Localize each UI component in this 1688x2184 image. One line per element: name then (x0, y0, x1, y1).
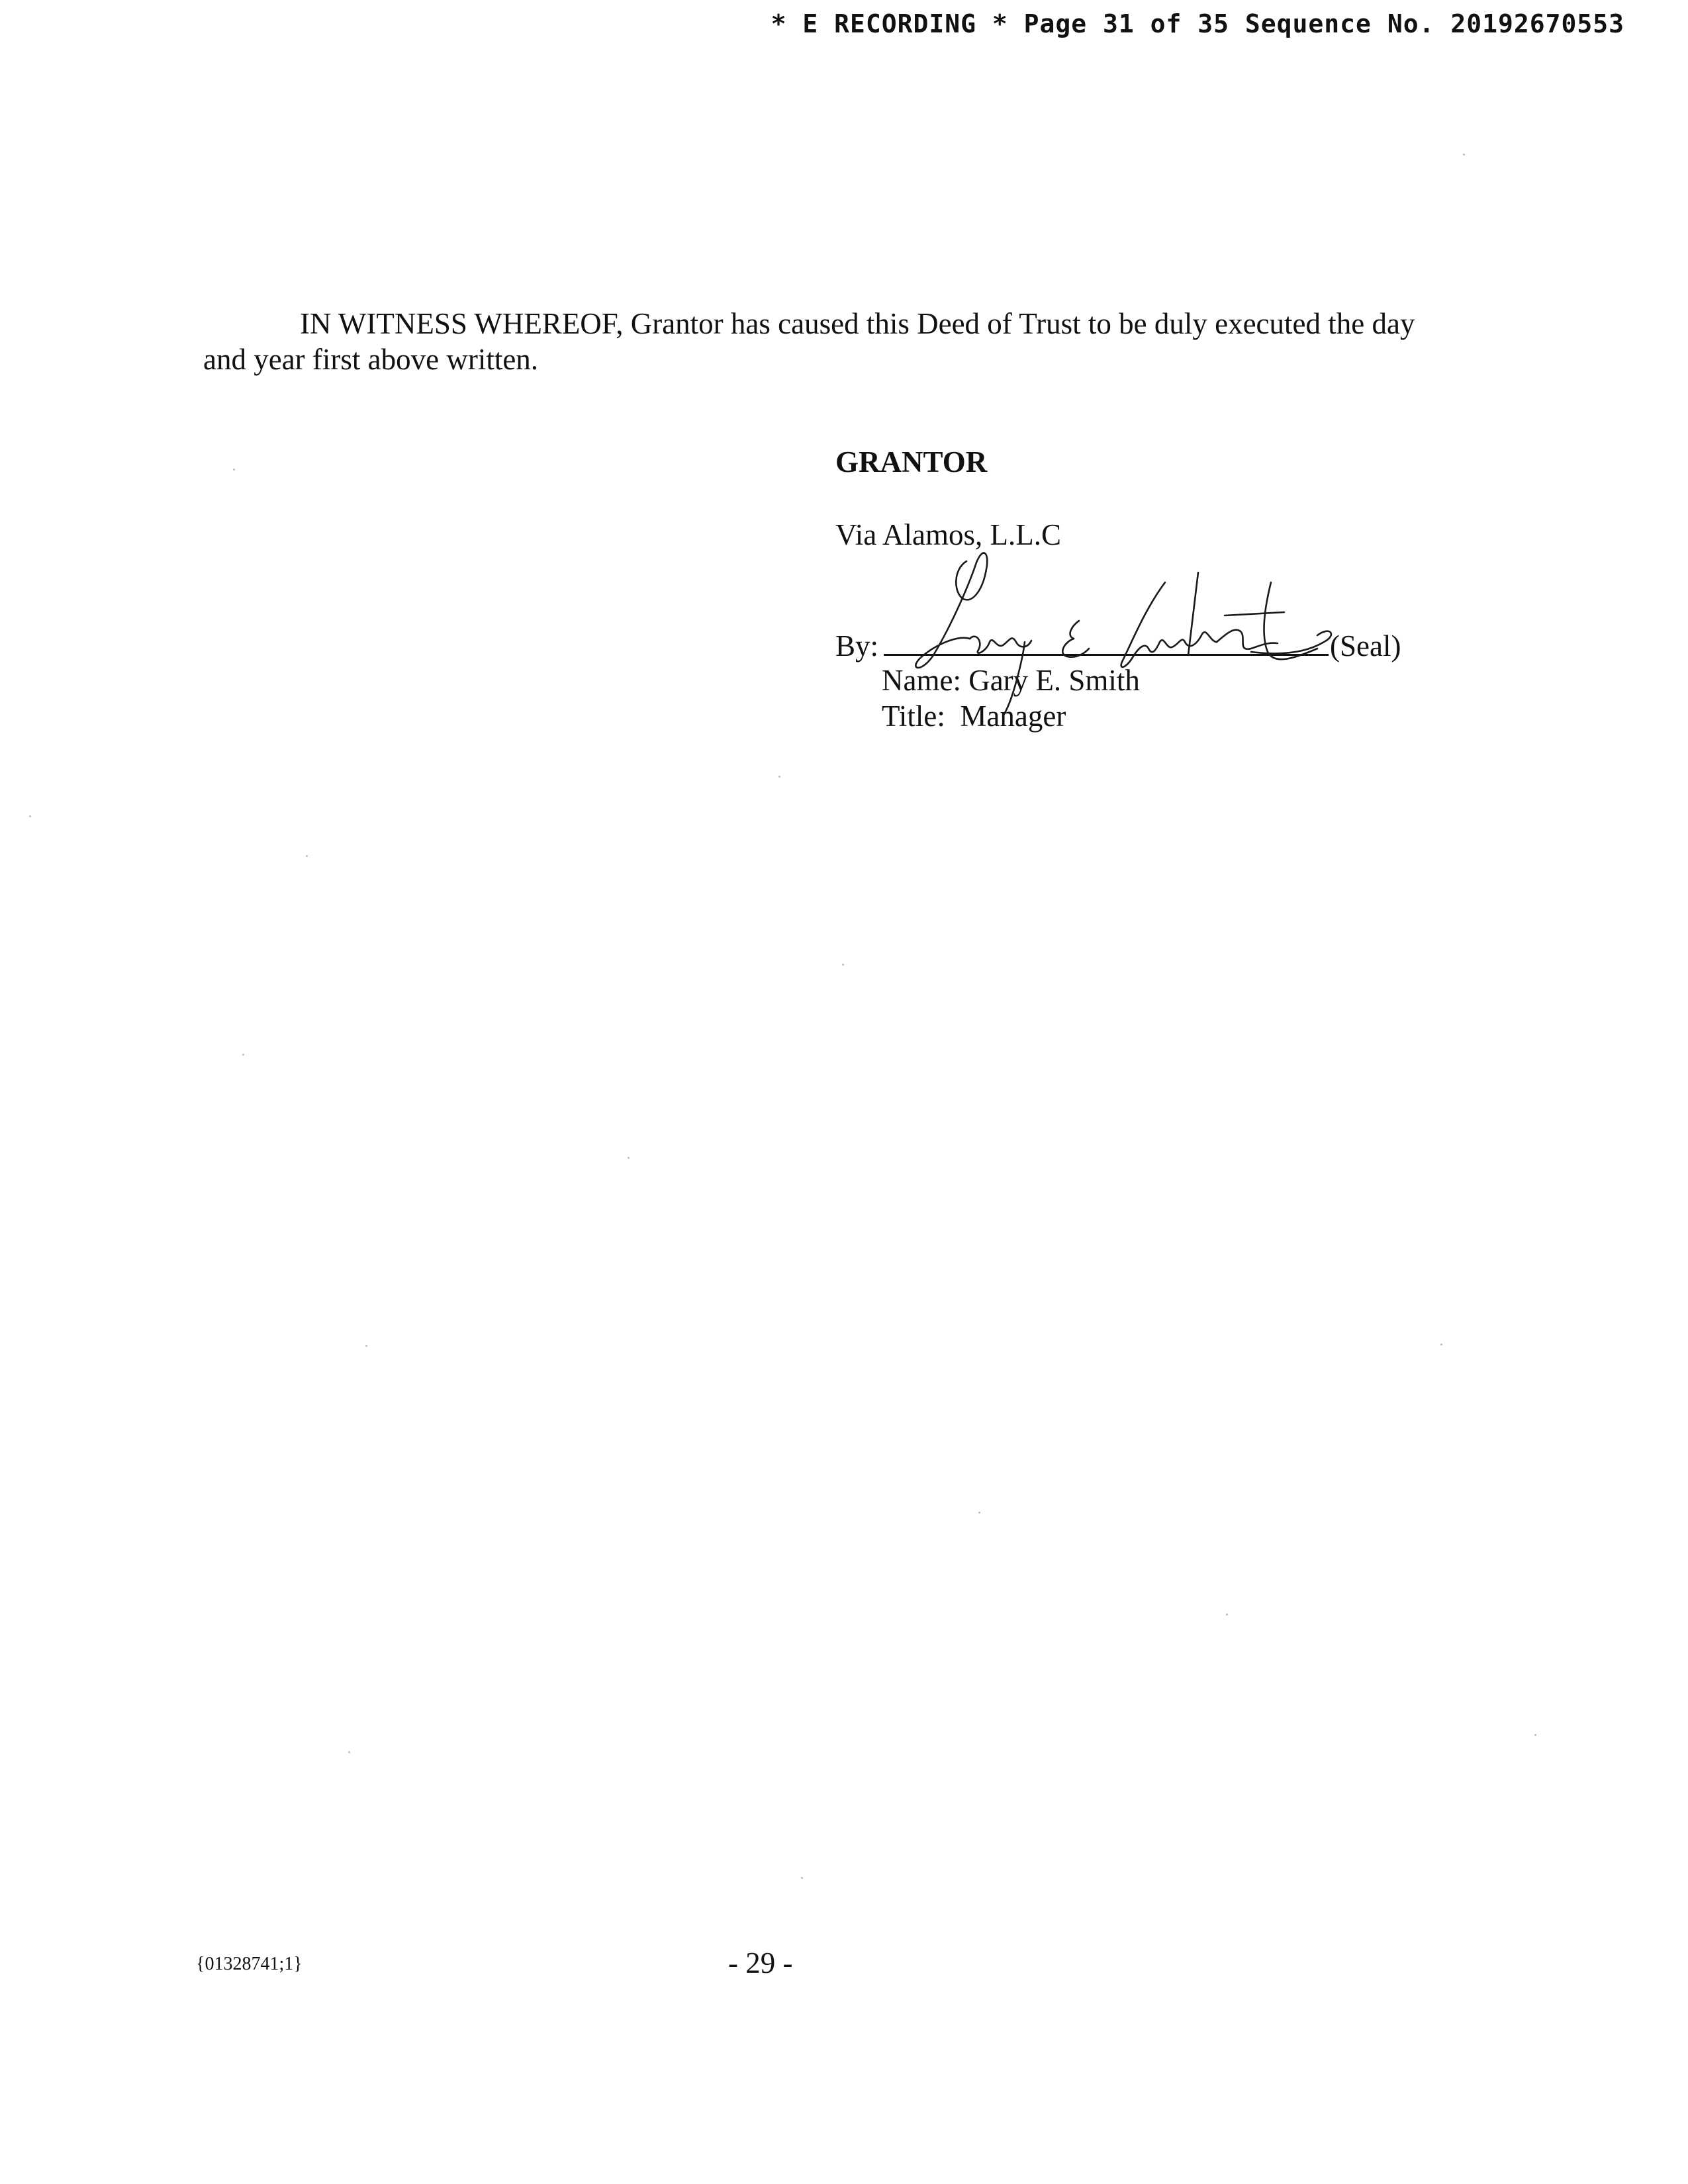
by-label: By: (835, 629, 879, 662)
scan-speck (778, 776, 780, 778)
title-value: Manager (960, 700, 1066, 733)
document-id: {01328741;1} (196, 1954, 303, 1974)
scan-speck (1534, 1734, 1536, 1736)
name-value: Gary E. Smith (968, 664, 1140, 697)
page-number: - 29 - (728, 1946, 793, 1979)
handwritten-signature (854, 543, 1370, 728)
scan-speck (842, 964, 844, 966)
witness-text: IN WITNESS WHEREOF, Grantor has caused this Deed of Trust to be duly executed the day and year first above written. (203, 307, 1415, 376)
scan-speck (628, 1157, 630, 1159)
scan-speck (801, 1877, 803, 1879)
scan-speck (348, 1751, 350, 1753)
scan-speck (306, 855, 308, 857)
seal-label: (Seal) (1330, 629, 1401, 662)
scan-speck (242, 1054, 244, 1056)
name-label: Name: (882, 664, 961, 697)
scan-speck (29, 815, 31, 817)
grantor-company: Via Alamos, L.L.C (835, 518, 1062, 551)
recording-header: * E RECORDING * Page 31 of 35 Sequence No. 20192670553 (771, 9, 1624, 38)
scan-speck (233, 469, 235, 471)
witness-paragraph (203, 306, 1448, 377)
grantor-heading: GRANTOR (835, 445, 988, 478)
title-label: Title: (882, 700, 945, 733)
scan-speck (1226, 1614, 1228, 1615)
scan-speck (1440, 1343, 1442, 1345)
scan-speck (978, 1512, 980, 1514)
scan-speck (365, 1345, 367, 1347)
scan-speck (1463, 154, 1465, 156)
